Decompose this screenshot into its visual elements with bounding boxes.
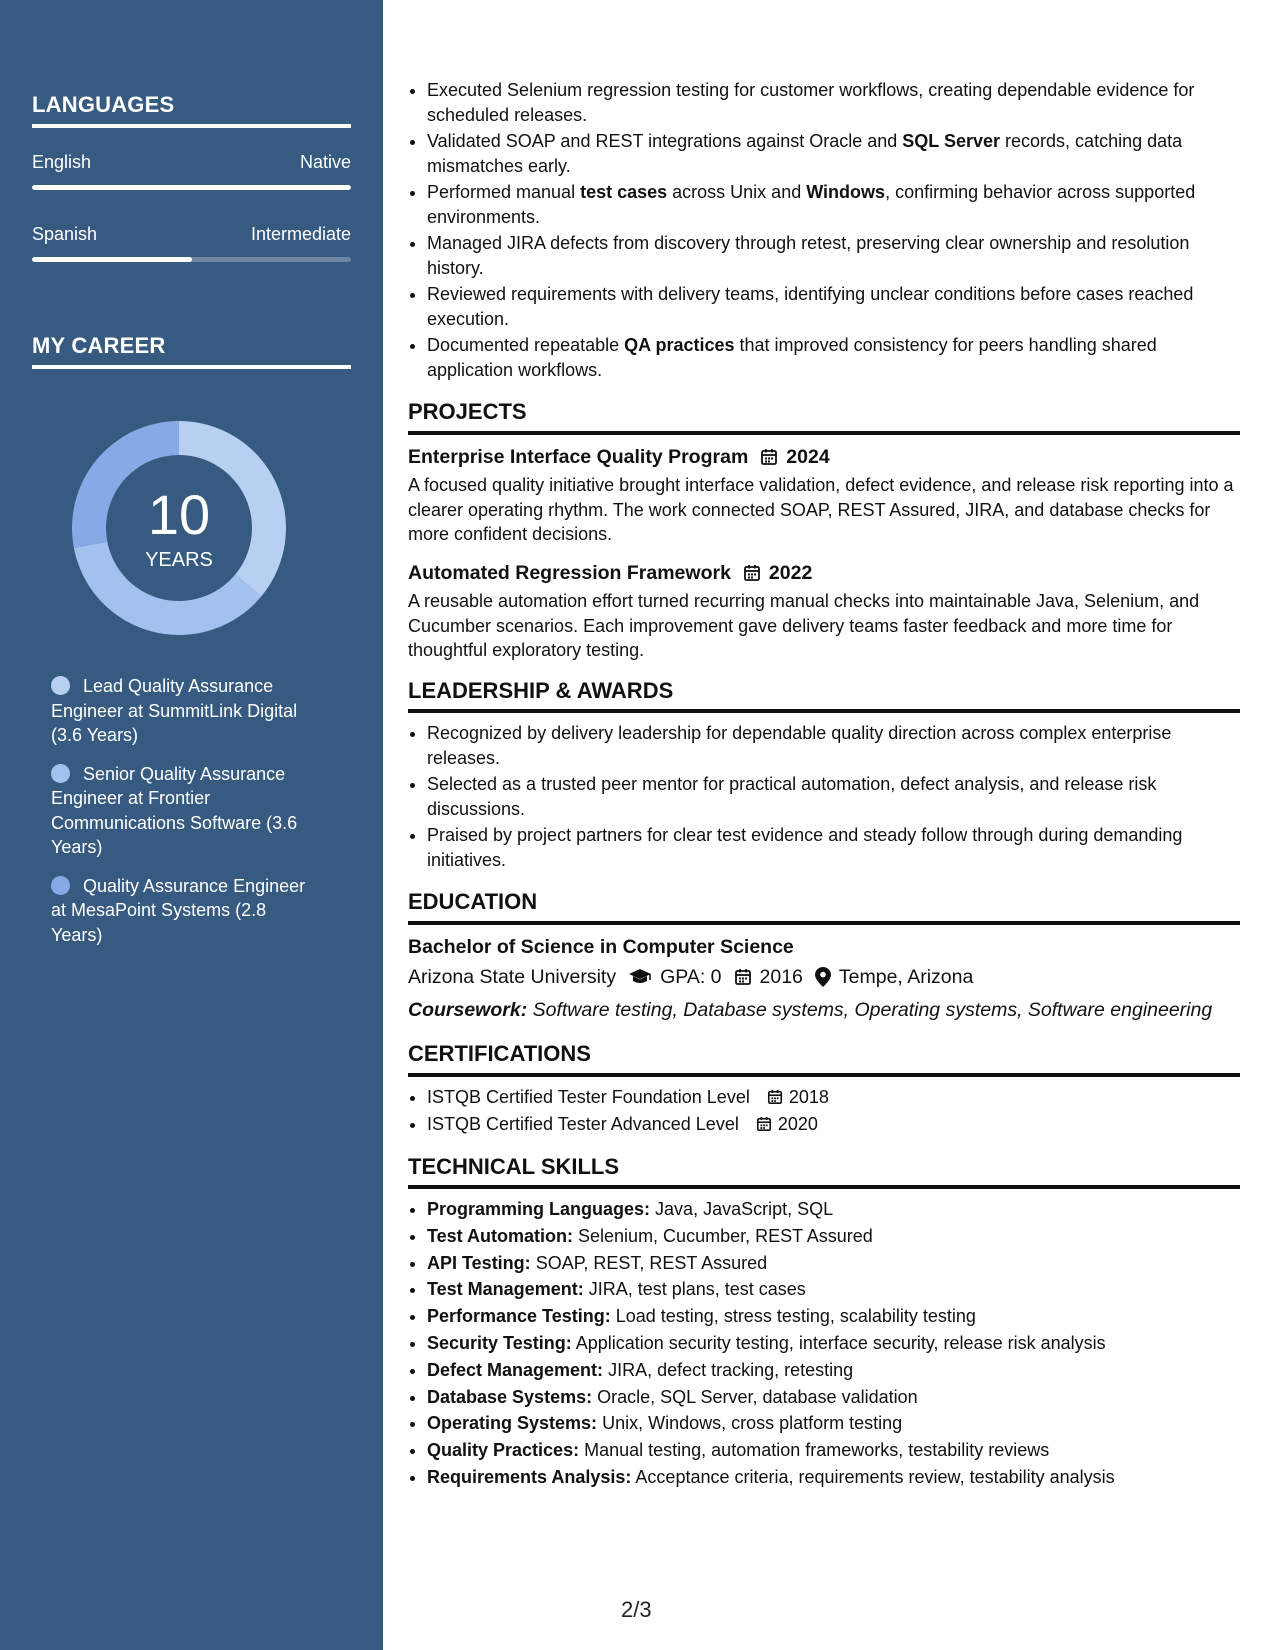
location-pin-icon [815, 967, 831, 987]
leadership-section [408, 679, 1240, 873]
skill-value: JIRA, defect tracking, retesting [608, 1359, 854, 1380]
career-donut-chart [66, 415, 292, 641]
skill-value: JIRA, test plans, test cases [588, 1279, 806, 1300]
skill-label: Security Testing: [427, 1332, 572, 1353]
language-proficiency-bar [32, 257, 351, 262]
coursework-list: Software testing, Database systems, Operating systems, Software engineering [532, 998, 1213, 1021]
career-item [51, 762, 321, 860]
skill-label: Quality Practices: [427, 1440, 580, 1461]
skill-value: Acceptance criteria, requirements review, testability analysis [635, 1466, 1115, 1487]
experience-bullets [408, 78, 1240, 382]
skill-item [427, 1411, 1240, 1436]
leadership-item: • Recognized by delivery leadership for dependable quality direction across complex enterprise releases. [427, 721, 1240, 770]
project-year: 2022 [768, 561, 813, 584]
certifications-heading: CERTIFICATIONS [408, 1042, 1240, 1077]
certification-name: ISTQB Certified Tester Advanced Level [427, 1114, 739, 1134]
calendar-icon [767, 1089, 783, 1105]
skill-label: Defect Management: [427, 1359, 604, 1380]
skill-item [427, 1304, 1240, 1329]
leadership-item: • Praised by project partners for clear test evidence and steady follow through during demanding initiatives. [427, 823, 1240, 872]
skills-heading: TECHNICAL SKILLS [408, 1155, 1240, 1190]
projects-section [408, 400, 1240, 663]
career-item [51, 674, 321, 748]
career-total-years: 10 [147, 482, 211, 546]
skill-item [427, 1251, 1240, 1276]
career-section [32, 333, 351, 369]
skill-value: Manual testing, automation frameworks, testability reviews [584, 1440, 1050, 1461]
coursework-label: Coursework: [408, 998, 528, 1021]
project-description: A focused quality initiative brought interface validation, defect evidence, and release risk reporting into a clearer operating rhythm. The work connected SOAP, REST Assured, JIRA, and database checks for more confident decisions. [408, 475, 1234, 544]
project-year: 2024 [786, 445, 830, 468]
education-section [408, 890, 1240, 1022]
school-name: Arizona State University [408, 966, 617, 988]
degree: Bachelor of Science in Computer Science [408, 935, 794, 958]
skill-value: SOAP, REST, REST Assured [535, 1252, 768, 1273]
language-name: English [32, 152, 92, 172]
career-legend-dot [51, 876, 70, 895]
languages-section [32, 92, 351, 262]
languages-heading: LANGUAGES [32, 92, 351, 128]
education-heading: EDUCATION [408, 890, 1240, 925]
page-number: 2/3 [621, 1597, 652, 1622]
skill-label: Performance Testing: [427, 1306, 611, 1327]
skill-item [427, 1277, 1240, 1302]
language-proficiency-fill [32, 257, 192, 262]
career-heading: MY CAREER [32, 333, 351, 369]
skill-item [427, 1358, 1240, 1383]
project-description: A reusable automation effort turned recurring manual checks into maintainable Java, Selenium, and Cucumber scenarios. Each improvement gave delivery teams faster feedback and more time for thoughtful exploratory testing. [408, 591, 1200, 660]
coursework [408, 998, 1240, 1023]
skill-value: Unix, Windows, cross platform testing [602, 1413, 903, 1434]
language-item [32, 152, 351, 190]
language-item [32, 224, 351, 262]
calendar-icon [756, 1116, 772, 1132]
project-name: Enterprise Interface Quality Program [408, 445, 749, 468]
calendar-icon [760, 448, 778, 466]
language-proficiency-fill [32, 185, 351, 190]
skill-value: Oracle, SQL Server, database validation [597, 1386, 918, 1407]
certification-name: ISTQB Certified Tester Foundation Level [427, 1086, 750, 1107]
certification-item [427, 1112, 1240, 1137]
experience-bullet: • Validated SOAP and REST integrations against Oracle and SQL Server records, catching data mismatches early. [427, 129, 1240, 178]
projects-heading: PROJECTS [408, 400, 1240, 435]
language-proficiency-bar [32, 185, 351, 190]
career-item [51, 874, 321, 948]
skill-value: Selenium, Cucumber, REST Assured [578, 1225, 873, 1246]
skill-value: Load testing, stress testing, scalability testing [615, 1306, 976, 1327]
skill-item [427, 1197, 1240, 1222]
certification-year: 2020 [777, 1114, 818, 1134]
experience-bullet: • Executed Selenium regression testing for customer workflows, creating dependable evidence for scheduled releases. [427, 78, 1240, 127]
skill-item [427, 1224, 1240, 1249]
career-years-label: YEARS [145, 548, 213, 571]
project-header [408, 445, 1240, 470]
project-name: Automated Regression Framework [408, 561, 731, 584]
skills-list [408, 1197, 1240, 1489]
leadership-item: • Selected as a trusted peer mentor for practical automation, defect analysis, and release risk discussions. [427, 772, 1240, 821]
career-item-text: Quality Assurance Engineer at MesaPoint Systems (2.8 Years) [51, 875, 306, 945]
language-name: Spanish [32, 224, 98, 244]
language-level: Intermediate [250, 224, 351, 244]
sidebar [0, 0, 383, 1650]
career-legend-dot [51, 764, 70, 783]
skill-label: Requirements Analysis: [427, 1466, 632, 1487]
experience-bullet: • Reviewed requirements with delivery teams, identifying unclear conditions before cases reached execution. [427, 282, 1240, 331]
skill-label: Database Systems: [427, 1386, 593, 1407]
skill-item [427, 1385, 1240, 1410]
skill-item [427, 1465, 1240, 1490]
career-item-text: Senior Quality Assurance Engineer at Frontier Communications Software (3.6 Years) [51, 763, 298, 857]
graduation-cap-icon [628, 968, 652, 986]
experience-bullet: • Documented repeatable QA practices that improved consistency for peers handling shared application workflows. [427, 333, 1240, 382]
experience-bullet: • Performed manual test cases across Unix and Windows, confirming behavior across supported environments. [427, 180, 1240, 229]
gpa: GPA: 0 [660, 966, 722, 988]
graduation-year: 2016 [759, 966, 803, 988]
certification-item [427, 1085, 1240, 1110]
certifications-section [408, 1042, 1240, 1137]
school-location: Tempe, Arizona [838, 966, 974, 988]
career-list [51, 674, 321, 959]
calendar-icon [743, 564, 761, 582]
leadership-heading: LEADERSHIP & AWARDS [408, 679, 1240, 714]
career-item-text: Lead Quality Assurance Engineer at SummitLink Digital (3.6 Years) [51, 676, 298, 745]
project-header [408, 561, 1240, 586]
skill-item [427, 1331, 1240, 1356]
skill-label: Test Management: [427, 1279, 584, 1300]
calendar-icon [734, 968, 752, 986]
skill-label: Test Automation: [427, 1225, 573, 1246]
certification-year: 2018 [788, 1086, 829, 1107]
skill-value: Java, JavaScript, SQL [655, 1199, 834, 1219]
career-legend-dot [51, 676, 70, 695]
main-content [408, 78, 1240, 1492]
language-level: Native [299, 152, 351, 172]
skill-label: API Testing: [427, 1252, 531, 1273]
skill-item [427, 1438, 1240, 1463]
skills-section [408, 1155, 1240, 1490]
experience-bullet: • Managed JIRA defects from discovery through retest, preserving clear ownership and resolution history. [427, 231, 1240, 280]
skill-label: Programming Languages: [427, 1199, 651, 1219]
leadership-list [408, 721, 1240, 872]
skill-label: Operating Systems: [427, 1413, 598, 1434]
certifications-list [408, 1085, 1240, 1137]
skill-value: Application security testing, interface security, release risk analysis [575, 1332, 1106, 1353]
education-details [408, 965, 1240, 990]
